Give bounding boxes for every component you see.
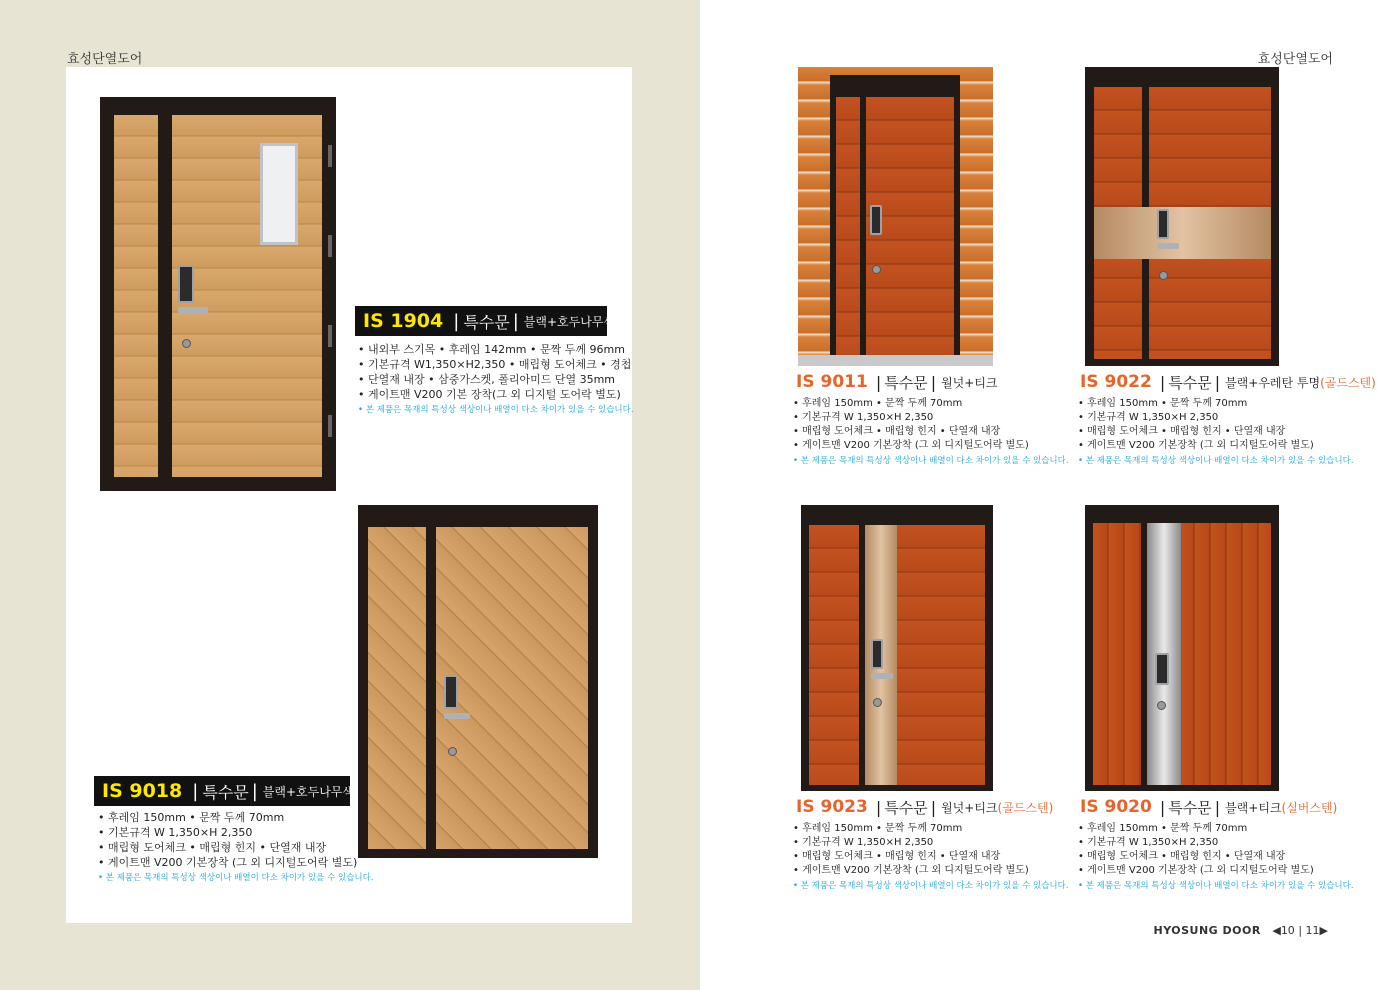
product-color-accent: (실버스텐) xyxy=(1281,800,1338,815)
door-image-is9011 xyxy=(798,67,993,366)
key-cylinder-icon xyxy=(448,747,457,756)
page-number-left: 10 xyxy=(1280,924,1295,937)
product-color: 블랙+티크 xyxy=(1225,800,1282,815)
spec-line: • 기본규격 W 1,350×H 2,350 xyxy=(98,826,253,839)
hinge-icon xyxy=(328,145,332,167)
product-type: 특수문 xyxy=(202,782,249,802)
side-panel xyxy=(809,525,859,785)
spec-line: • 후레임 150mm • 문짝 두께 70mm xyxy=(1078,823,1248,834)
product-color: 월넛+티크 xyxy=(941,800,998,815)
spec-line: • 게이트맨 V200 기본장착 (그 외 디지털도어락 별도) xyxy=(98,856,358,869)
page-footer xyxy=(1153,924,1328,937)
handle-icon xyxy=(871,673,893,679)
digital-lock-icon xyxy=(871,639,883,669)
key-cylinder-icon xyxy=(182,339,191,348)
product-color: 블랙+호두나무색 xyxy=(523,314,615,329)
specs-is9011 xyxy=(793,397,1069,468)
door-image-is9020 xyxy=(1085,505,1279,791)
prev-page-arrow-icon[interactable]: ◀ xyxy=(1272,924,1281,937)
spec-line: • 기본규격 W 1,350×H 2,350 xyxy=(1078,412,1219,423)
side-panel xyxy=(836,97,860,355)
key-cylinder-icon xyxy=(1159,271,1168,280)
key-cylinder-icon xyxy=(872,265,881,274)
spec-line: • 내외부 스기목 • 후레임 142mm • 문짝 두께 96mm xyxy=(358,343,625,356)
model-number: IS 9011 xyxy=(796,372,868,392)
spec-line: • 게이트맨 V200 기본장착 (그 외 디지털도어락 별도) xyxy=(1078,865,1314,876)
door-frame xyxy=(830,75,960,355)
spec-line: • 후레임 150mm • 문짝 두께 70mm xyxy=(1078,398,1248,409)
divider: | xyxy=(930,372,937,392)
side-panel xyxy=(114,115,158,477)
footer-brand: HYOSUNG DOOR xyxy=(1153,924,1261,937)
divider: | xyxy=(1159,372,1166,392)
product-note: • 본 제품은 목재의 특성상 색상이나 배열이 다소 차이가 있을 수 있습니다. xyxy=(1078,456,1354,466)
specs-is1904 xyxy=(358,342,634,418)
specs-is9023 xyxy=(793,822,1069,893)
hinge-icon xyxy=(328,325,332,347)
product-note: • 본 제품은 목재의 특성상 색상이나 배열이 다소 차이가 있을 수 있습니다. xyxy=(358,405,634,415)
model-number: IS 1904 xyxy=(363,310,444,332)
divider: | xyxy=(512,310,519,332)
spec-line: • 매립형 도어체크 • 매립형 힌지 • 단열재 내장 xyxy=(793,426,1001,437)
glass-window xyxy=(260,143,298,245)
digital-lock-icon xyxy=(444,675,458,709)
product-type: 특수문 xyxy=(884,373,928,392)
specs-is9020 xyxy=(1078,822,1354,893)
product-note: • 본 제품은 목재의 특성상 색상이나 배열이 다소 차이가 있을 수 있습니다. xyxy=(1078,881,1354,891)
door-image-is1904 xyxy=(100,97,336,491)
product-type: 특수문 xyxy=(463,312,510,332)
specs-is9022 xyxy=(1078,397,1354,468)
model-number: IS 9020 xyxy=(1080,797,1152,817)
divider: | xyxy=(251,780,258,802)
product-color: 블랙+호두나무색 xyxy=(262,784,354,799)
spec-line: • 매립형 도어체크 • 매립형 힌지 • 단열재 내장 xyxy=(98,841,327,854)
divider: | xyxy=(1159,797,1166,817)
next-page-arrow-icon[interactable]: ▶ xyxy=(1319,924,1328,937)
divider: | xyxy=(930,797,937,817)
model-number: IS 9022 xyxy=(1080,372,1152,392)
spec-line: • 게이트맨 V200 기본장착 (그 외 디지털도어락 별도) xyxy=(1078,440,1314,451)
handle-icon xyxy=(178,307,208,313)
hinge-icon xyxy=(328,235,332,257)
spec-line: • 매립형 도어체크 • 매립형 힌지 • 단열재 내장 xyxy=(1078,851,1286,862)
product-type: 특수문 xyxy=(1168,373,1212,392)
product-title-is9018 xyxy=(94,776,354,806)
product-title-is1904 xyxy=(355,306,615,336)
page-number-right: 11 xyxy=(1305,924,1320,937)
divider: | xyxy=(1214,372,1221,392)
door-image-is9022 xyxy=(1085,67,1279,366)
spec-line: • 후레임 150mm • 문짝 두께 70mm xyxy=(793,398,963,409)
key-cylinder-icon xyxy=(1157,701,1166,710)
divider: | xyxy=(453,310,460,332)
left-brand-label: 효성단열도어 xyxy=(67,52,143,67)
spec-line: • 게이트맨 V200 기본장착 (그 외 디지털도어락 별도) xyxy=(793,865,1029,876)
product-color: 월넛+티크 xyxy=(941,375,998,390)
spec-line: • 매립형 도어체크 • 매립형 힌지 • 단열재 내장 xyxy=(1078,426,1286,437)
right-brand-label: 효성단열도어 xyxy=(1257,52,1333,67)
spec-line: • 매립형 도어체크 • 매립형 힌지 • 단열재 내장 xyxy=(793,851,1001,862)
spec-line: • 기본규격 W1,350×H2,350 • 매립형 도어체크 • 경첩 xyxy=(358,358,632,371)
product-title-is9022 xyxy=(1080,370,1376,394)
spec-line: • 후레임 150mm • 문짝 두께 70mm xyxy=(793,823,963,834)
divider: | xyxy=(192,780,199,802)
digital-lock-icon xyxy=(178,265,194,303)
product-title-is9011 xyxy=(796,370,998,394)
spec-line: • 단열재 내장 • 삼중가스켓, 폴리아미드 단열 35mm xyxy=(358,373,616,386)
divider: | xyxy=(1214,797,1221,817)
handle-icon xyxy=(1157,243,1179,249)
spec-line: • 게이트맨 V200 기본장착 (그 외 디지털도어락 별도) xyxy=(793,440,1029,451)
gold-stainless-band xyxy=(1094,207,1271,259)
divider: | xyxy=(875,797,882,817)
side-panel xyxy=(1093,523,1141,785)
floor xyxy=(798,355,993,366)
spec-line: • 기본규격 W 1,350×H 2,350 xyxy=(793,412,934,423)
specs-is9018 xyxy=(98,810,374,886)
door-image-is9018 xyxy=(358,505,598,858)
digital-lock-icon xyxy=(1157,209,1169,239)
product-color: 블랙+우레탄 투명 xyxy=(1225,375,1321,390)
key-cylinder-icon xyxy=(873,698,882,707)
product-type: 특수문 xyxy=(884,798,928,817)
door-image-is9023 xyxy=(801,505,993,791)
handle-icon xyxy=(444,713,470,719)
product-color-accent: (골드스텐) xyxy=(997,800,1054,815)
spec-line: • 게이트맨 V200 기본 장착(그 외 디지털 도어락 별도) xyxy=(358,388,621,401)
product-note: • 본 제품은 목재의 특성상 색상이나 배열이 다소 차이가 있을 수 있습니다. xyxy=(793,881,1069,891)
model-number: IS 9023 xyxy=(796,797,868,817)
product-title-is9020 xyxy=(1080,795,1337,819)
spec-line: • 기본규격 W 1,350×H 2,350 xyxy=(1078,837,1219,848)
door-leaf xyxy=(436,527,588,849)
hinge-icon xyxy=(328,415,332,437)
product-title-is9023 xyxy=(796,795,1053,819)
model-number: IS 9018 xyxy=(102,780,183,802)
digital-lock-icon xyxy=(870,205,882,235)
product-type: 특수문 xyxy=(1168,798,1212,817)
side-panel xyxy=(368,527,426,849)
spec-line: • 후레임 150mm • 문짝 두께 70mm xyxy=(98,811,285,824)
page-divider: | xyxy=(1298,924,1303,937)
product-note: • 본 제품은 목재의 특성상 색상이나 배열이 다소 차이가 있을 수 있습니다. xyxy=(793,456,1069,466)
spec-line: • 기본규격 W 1,350×H 2,350 xyxy=(793,837,934,848)
product-note: • 본 제품은 목재의 특성상 색상이나 배열이 다소 차이가 있을 수 있습니다. xyxy=(98,873,374,883)
digital-lock-icon xyxy=(1155,653,1169,685)
divider: | xyxy=(875,372,882,392)
product-color-accent: (골드스텐) xyxy=(1320,375,1376,390)
door-leaf xyxy=(172,115,322,477)
